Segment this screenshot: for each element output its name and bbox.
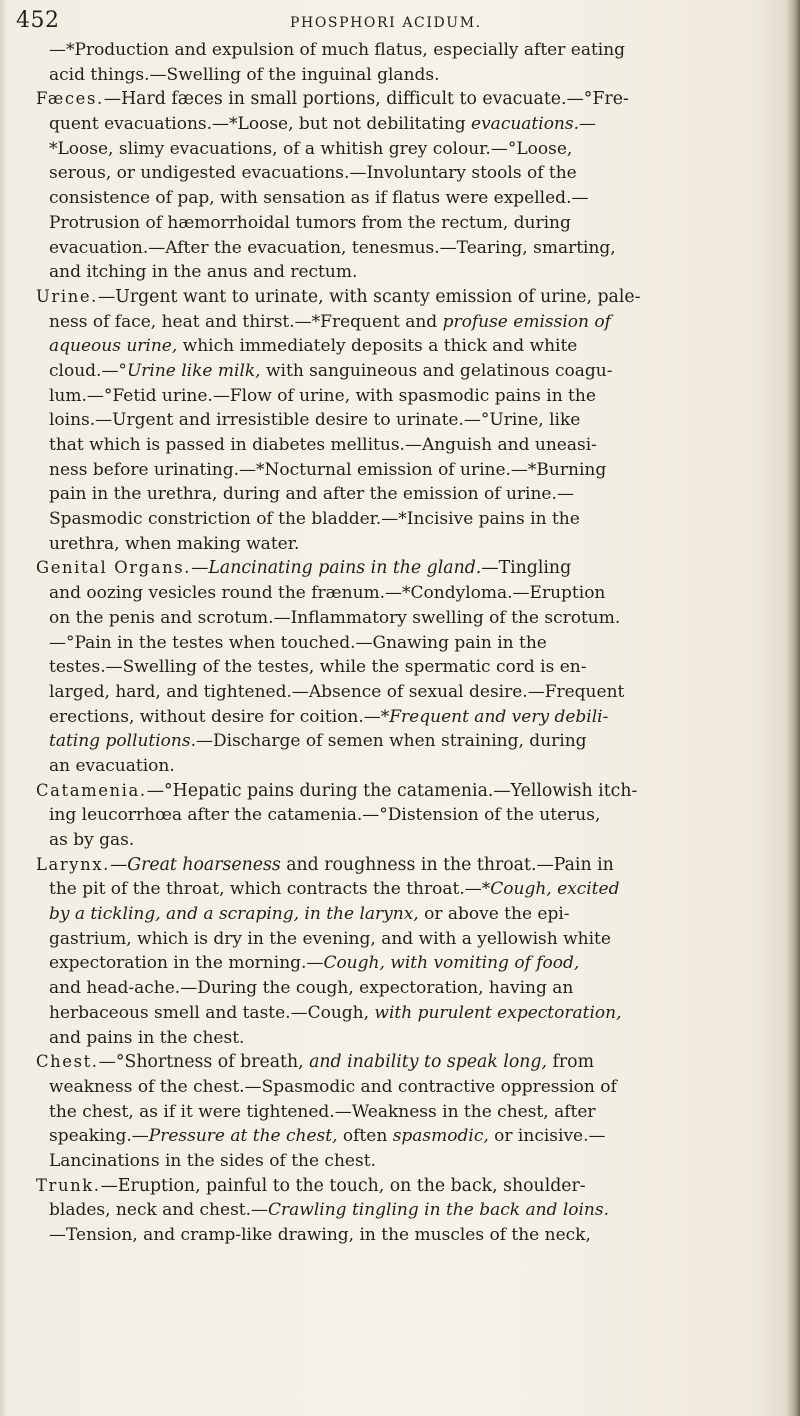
text-run: —Eruption, painful to the touch, on the back, shoulder- — [100, 1175, 586, 1196]
text-run: —*Production and expulsion of much flatus, especially after eating — [49, 40, 626, 60]
italic-text: spasmodic, — [392, 1126, 489, 1147]
text-run: ness of face, heat and thirst.—*Frequent and — [49, 311, 443, 332]
text-line — [49, 902, 800, 927]
text-run: and pains in the chest. — [49, 1027, 245, 1048]
text-run: gastrium, which is dry in the evening, and with a yellowish white — [49, 928, 611, 949]
text-run: — — [109, 854, 128, 875]
text-run: the chest, as if it were tightened.—Weakness in the chest, after — [49, 1101, 596, 1122]
text-line — [49, 38, 800, 63]
text-line — [49, 1075, 800, 1100]
text-line — [49, 705, 800, 730]
text-line — [49, 482, 800, 507]
text-run: and oozing vesicles round the frænum.—*Condyloma.—Eruption — [49, 583, 606, 604]
text-run: testes.—Swelling of the testes, while the spermatic cord is en- — [49, 657, 587, 678]
text-run: ing leucorrhœa after the catamenia.—°Distension of the uterus, — [49, 805, 601, 826]
text-run: —°Hepatic pains during the catamenia.—Yellowish itch- — [146, 780, 638, 801]
text-line — [49, 1198, 800, 1223]
text-line — [49, 927, 800, 952]
text-run: with sanguineous and gelatinous coagu- — [260, 360, 613, 381]
text-line — [49, 1001, 800, 1026]
italic-text: Frequent and very debili- — [389, 706, 609, 727]
text-run: —Discharge of semen when straining, during — [196, 731, 587, 752]
text-run: an evacuation. — [49, 755, 175, 776]
text-line — [49, 729, 800, 754]
text-line — [49, 951, 800, 976]
page-edge-shadow — [786, 0, 800, 1416]
text-run: expectoration in the morning.— — [49, 953, 324, 974]
text-line — [49, 433, 800, 458]
text-line — [49, 1223, 800, 1248]
section-heading: Catamenia. — [36, 780, 147, 800]
text-run: serous, or undigested evacuations.—Involuntary stools of the — [49, 163, 577, 184]
text-line — [49, 1100, 800, 1125]
text-run: acid things.—Swelling of the inguinal glands. — [49, 64, 440, 85]
italic-text: and inability to speak long, — [309, 1052, 548, 1073]
text-run: Lancinations in the sides of the chest. — [49, 1150, 376, 1171]
text-line — [49, 631, 800, 656]
text-line — [49, 507, 800, 532]
text-line — [36, 1050, 788, 1075]
text-line — [49, 803, 800, 828]
text-run: —°Shortness of breath, — [98, 1052, 310, 1073]
text-run: consistence of pap, with sensation as if flatus were expelled.— — [49, 188, 589, 209]
text-line — [49, 236, 800, 261]
italic-text: Cough, with vomiting of food, — [323, 953, 580, 974]
text-run: erections, without desire for coition.—* — [49, 706, 390, 727]
text-line — [49, 137, 800, 162]
text-run: —Hard fæces in small portions, difficult to evacuate.—°Fre- — [103, 89, 629, 110]
text-line — [49, 310, 800, 335]
text-run: larged, hard, and tightened.—Absence of sexual desire.—Frequent — [49, 681, 625, 702]
text-run: lum.—°Fetid urine.—Flow of urine, with spasmodic pains in the — [49, 385, 596, 406]
text-line — [49, 680, 800, 705]
text-line — [49, 877, 800, 902]
text-run: —°Pain in the testes when touched.—Gnawing pain in the — [49, 632, 547, 653]
text-run: pain in the urethra, during and after the emission of urine.— — [49, 484, 574, 505]
text-run: urethra, when making water. — [49, 533, 300, 554]
text-run: quent evacuations.—*Loose, but not debilitating — [49, 114, 472, 135]
page-gutter-shadow — [0, 0, 8, 1416]
italic-text: with purulent expectoration, — [374, 1002, 622, 1023]
text-run: cloud.—° — [49, 360, 127, 381]
text-run: on the penis and scrotum.—Inflammatory swelling of the scrotum. — [49, 607, 621, 628]
section-heading: Urine. — [36, 286, 98, 306]
text-run: Spasmodic constriction of the bladder.—*Incisive pains in the — [49, 509, 580, 530]
text-run: herbaceous smell and taste.—Cough, — [49, 1002, 375, 1023]
italic-text: Urine like milk, — [126, 360, 261, 381]
text-run: and itching in the anus and rectum. — [49, 262, 358, 283]
text-run: speaking.— — [49, 1126, 149, 1147]
italic-text: profuse emission of — [442, 311, 611, 332]
text-run: or above the epi- — [418, 904, 570, 925]
italic-text: Pressure at the chest, — [148, 1126, 338, 1147]
italic-text: Cough, excited — [490, 879, 620, 900]
text-run: ness before urinating.—*Nocturnal emission of urine.—*Burning — [49, 459, 607, 480]
text-line — [49, 1149, 800, 1174]
text-line — [49, 581, 800, 606]
section-heading: Chest. — [36, 1052, 99, 1072]
italic-text: aqueous urine, — [49, 336, 178, 357]
text-line — [49, 1026, 800, 1051]
italic-text: Great hoarseness — [127, 854, 281, 875]
italic-text: tating pollutions. — [49, 731, 196, 752]
text-run: as by gas. — [49, 830, 135, 850]
text-line — [36, 1174, 788, 1199]
text-run: blades, neck and chest.— — [49, 1200, 269, 1221]
text-run: —Tingling — [481, 558, 572, 579]
text-line — [49, 260, 800, 285]
text-line — [49, 112, 800, 137]
text-run: and head-ache.—During the cough, expectoration, having an — [49, 978, 574, 999]
text-run: — — [579, 114, 597, 135]
text-line — [49, 334, 800, 359]
text-line — [36, 87, 788, 112]
text-run: *Loose, slimy evacuations, of a whitish grey colour.—°Loose, — [49, 138, 573, 159]
text-line — [49, 606, 800, 631]
text-line — [49, 186, 800, 211]
section-heading: Trunk. — [36, 1175, 101, 1195]
text-line — [36, 556, 788, 581]
text-line — [49, 384, 800, 409]
italic-text: Lancinating pains in the gland. — [208, 558, 482, 579]
text-line — [49, 1124, 800, 1149]
text-line — [49, 976, 800, 1001]
page-number: 452 — [16, 8, 60, 33]
text-line — [49, 655, 800, 680]
text-line — [49, 63, 800, 88]
text-line — [49, 161, 800, 186]
text-line — [36, 779, 788, 804]
text-run: weakness of the chest.—Spasmodic and contractive oppression of — [49, 1076, 617, 1097]
text-line — [49, 754, 800, 779]
running-head: PHOSPHORI ACIDUM. — [290, 15, 482, 31]
section-heading: Genital Organs. — [36, 558, 192, 578]
text-line — [49, 828, 800, 853]
text-run: —Urgent want to urinate, with scanty emission of urine, pale- — [97, 286, 641, 307]
text-line — [36, 853, 788, 878]
text-line — [36, 285, 788, 310]
text-run: and roughness in the throat.—Pain in — [280, 854, 614, 875]
text-run: that which is passed in diabetes mellitus.—Anguish and uneasi- — [49, 435, 597, 455]
text-run: often — [337, 1126, 393, 1147]
text-run: or incisive.— — [488, 1126, 606, 1147]
section-heading: Larynx. — [36, 854, 110, 874]
text-line — [49, 211, 800, 236]
text-line — [49, 359, 800, 384]
text-line — [49, 458, 800, 483]
text-run: loins.—Urgent and irresistible desire to urinate.—°Urine, like — [49, 410, 581, 431]
text-run: —Tension, and cramp-like drawing, in the muscles of the neck, — [49, 1225, 591, 1245]
body-text — [36, 38, 788, 1248]
italic-text: evacuations. — [471, 114, 580, 135]
text-run: from — [547, 1052, 594, 1073]
italic-text: by a tickling, and a scraping, in the larynx, — [49, 904, 419, 925]
text-line — [49, 408, 800, 433]
text-run: evacuation.—After the evacuation, tenesmus.—Tearing, smarting, — [49, 237, 616, 258]
text-run: Protrusion of hæmorrhoidal tumors from the rectum, during — [49, 212, 571, 233]
text-line — [49, 532, 800, 557]
italic-text: Crawling tingling in the back and loins. — [268, 1200, 610, 1221]
text-run: which immediately deposits a thick and white — [177, 336, 578, 357]
text-run: the pit of the throat, which contracts the throat.—* — [49, 879, 491, 900]
text-run: — — [191, 558, 209, 579]
section-heading: Fæces. — [36, 89, 104, 109]
